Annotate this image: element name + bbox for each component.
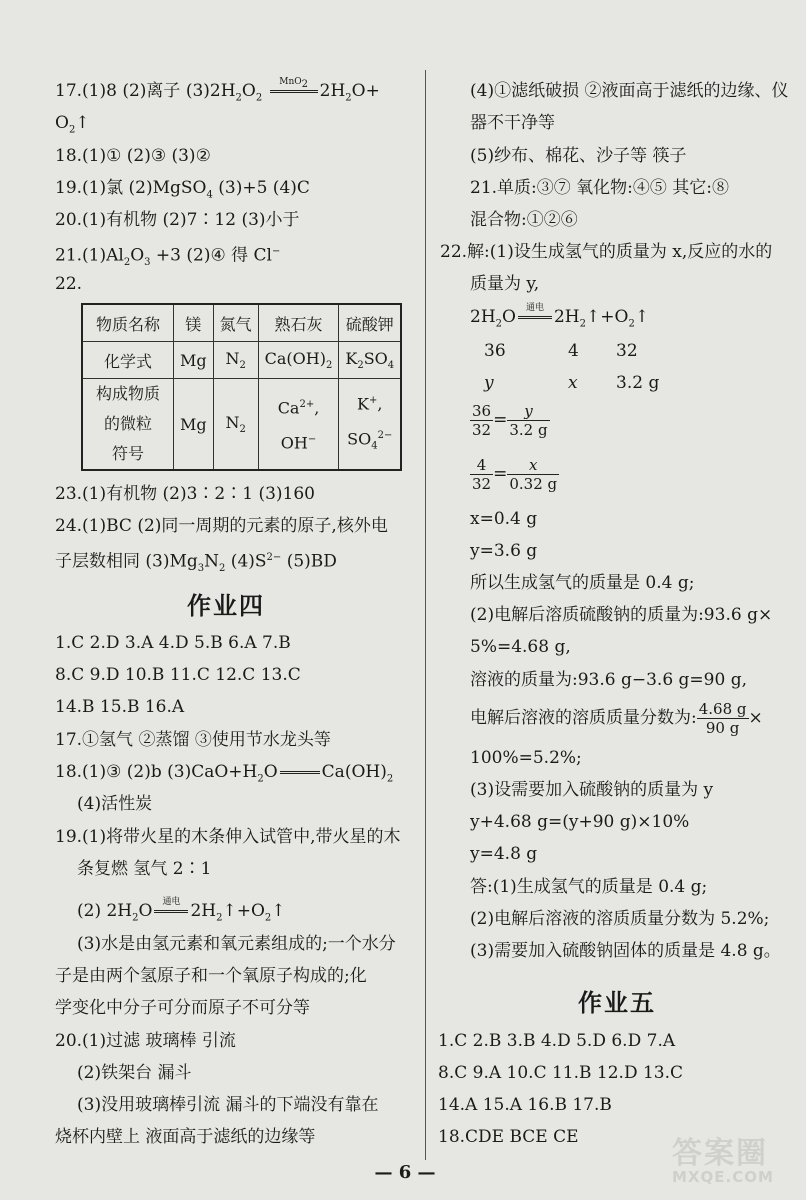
mass-32: 32	[616, 341, 638, 361]
r-answer-22-line1: 22.解:(1)设生成氢气的质量为 x,反应的水的	[440, 242, 773, 262]
sup: −	[307, 434, 317, 445]
sup: 2−	[377, 430, 393, 442]
text: 的微粒	[103, 414, 152, 433]
text: +3 (2)④ 得 Cl	[150, 245, 272, 266]
text: ↑+O	[222, 901, 265, 921]
answer-19-line5: 子是由两个氢原子和一个氧原子构成的;化	[55, 966, 367, 986]
column-divider	[425, 70, 426, 1160]
text: 2H	[470, 307, 496, 327]
section-title-5: 作业五	[578, 989, 656, 1017]
result-x: x=0.4 g	[470, 509, 538, 529]
cell-k2so4	[339, 342, 401, 379]
substance-table	[81, 303, 402, 471]
answer-19-line3: (2) $2H_2O$ 通电 $2H_2↑+O_2↑$	[77, 897, 286, 924]
text: 符号	[111, 444, 144, 463]
text: 2H	[190, 901, 217, 921]
row-formula-label: 化学式	[82, 342, 174, 379]
text: N	[225, 348, 240, 368]
text: ↑	[634, 307, 650, 327]
answer-18-line1: 18.(1)③ (2)b $(3)CaO+H_2O$ $Ca(OH)_2$	[55, 762, 394, 785]
r-line-s2: (2)电解后溶质硫酸钠的质量为:93.6 g×	[470, 605, 773, 625]
header-caoh2: 熟石灰	[258, 304, 339, 342]
text: 21.(1)Al	[55, 245, 124, 266]
mass-4: 4	[568, 341, 579, 361]
text: K	[345, 348, 358, 368]
r-answer-21a: 21.单质:③⑦ 氧化物:④⑤ 其它:⑧	[470, 178, 730, 198]
choice-row-1: 1.C 2.D 3.A 4.D 5.B 6.A 7.B	[55, 633, 291, 653]
text: N	[204, 551, 220, 572]
r-line-s3: 5%=4.68 g,	[470, 637, 571, 657]
r-line-s7: (3)设需要加入硫酸钠的质量为 y	[470, 780, 714, 800]
answer-19-line6: 学变化中分子可分而原子不可分等	[55, 998, 310, 1018]
sub: 4	[387, 360, 395, 372]
text: 19.(1)氯 (2)MgSO	[55, 178, 207, 198]
watermark-bottom: MXQE.COM	[672, 1168, 774, 1186]
watermark-logo	[672, 1128, 800, 1188]
text: SO	[347, 429, 372, 449]
r-line-s8: y+4.68 g=(y+90 g)×10%	[470, 812, 690, 832]
text: (4)S	[225, 551, 267, 572]
choice-row-5-1: 1.C 2.B 3.B 4.D 5.D 6.D 7.A	[438, 1031, 676, 1051]
answer-18-line2: (4)活性炭	[77, 794, 153, 814]
answer-21: $21.(1)Al_2O_3 +3$ (2)④ 得 Cl−	[55, 245, 281, 269]
var-y: y	[484, 373, 494, 393]
text: Ca(OH)	[321, 762, 387, 782]
text: Ca(OH)	[264, 348, 326, 368]
answer-24-line2: 子层数相同 $(3)Mg_3N_2$ $(4)S^{2-}$ (5)BD	[55, 551, 337, 575]
choice-row-3: 14.B 15.B 16.A	[55, 697, 185, 717]
r-answer-21b: 混合物:①②⑥	[470, 210, 578, 230]
header-mg: 镁	[174, 304, 214, 342]
equation-electrolysis: $2H_2O$ 通电 $2H_2↑+O_2↑$	[470, 303, 650, 330]
cell-n2	[213, 342, 258, 379]
text: 子层数相同 (3)Mg	[55, 551, 198, 572]
choice-row-5-3: 14.A 15.A 16.B 17.B	[438, 1095, 612, 1115]
proportion-1: $\frac{36}{32}$ = $\frac{y}{3.2 g}$	[472, 402, 548, 439]
r-line-2: 器不干净等	[470, 113, 555, 133]
answer-20-line2: (2)铁架台 漏斗	[77, 1063, 192, 1083]
answer-24-line1: 24.(1)BC (2)同一周期的元素的原子,核外电	[55, 516, 388, 536]
reaction-arrow: 通电	[152, 900, 190, 922]
text: 构成物质	[95, 384, 160, 403]
sub: 4	[371, 440, 378, 452]
text: O+	[351, 81, 380, 101]
header-name: 物质名称	[82, 304, 174, 342]
reaction-arrow: 通电	[516, 306, 554, 328]
catalyst: MnO	[279, 77, 302, 87]
choice-row-5-2: 8.C 9.A 10.C 11.B 12.D 13.C	[438, 1063, 684, 1083]
equals-sign	[278, 761, 322, 783]
sub: 2	[325, 360, 333, 372]
var-x: x	[568, 373, 578, 393]
answer-23: 23.(1)有机物 (2)3∶2∶1 (3)160	[55, 484, 315, 504]
row-particle-label	[82, 379, 174, 471]
text: 2H	[319, 81, 346, 101]
r-line-s10: 答:(1)生成氢气的质量是 0.4 g;	[470, 877, 708, 897]
text: 17.(1)8 (2)离子 (3)2H	[55, 81, 236, 101]
r-line-s6: 100%=5.2%;	[470, 748, 582, 768]
text: O	[263, 762, 278, 782]
r-line-s9: y=4.8 g	[470, 844, 538, 864]
text: O	[241, 81, 256, 101]
r-line-s4: 溶液的质量为:93.6 g−3.6 g=90 g,	[470, 670, 747, 690]
sup: 2+	[299, 398, 315, 410]
cell-particle-caoh2: $Ca^{2+}$, OH−	[258, 379, 339, 471]
r-answer-22-line2: 质量为 y,	[470, 274, 540, 294]
sub: 2	[357, 360, 364, 372]
section-title-4: 作业四	[187, 592, 265, 620]
answer-22-label: 22.	[55, 274, 83, 294]
text: O	[138, 901, 153, 921]
answer-18: 18.(1)① (2)③ (3)②	[55, 146, 211, 166]
answer-17: 17.①氢气 ②蒸馏 ③使用节水龙头等	[55, 730, 331, 750]
superscript: −	[271, 246, 281, 257]
text: Ca	[277, 398, 300, 417]
text: O	[502, 307, 516, 327]
r-line-1: (4)①滤纸破损 ②液面高于滤纸的边缘、仪	[470, 81, 789, 101]
watermark-top: 答案圈	[672, 1136, 768, 1171]
value-3-2g: 3.2 g	[616, 373, 660, 393]
page-number: — 6 —	[374, 1162, 436, 1183]
choice-row-5-4: 18.CDE BCE CE	[438, 1127, 579, 1147]
answer-20-line3: (3)没用玻璃棒引流 漏斗的下端没有靠在	[77, 1095, 379, 1115]
r-line-3: (5)纱布、棉花、沙子等 筷子	[470, 146, 687, 166]
result-y: y=3.6 g	[470, 541, 538, 561]
header-n2: 氮气	[213, 304, 258, 342]
choice-row-2: 8.C 9.D 10.B 11.C 12.C 13.C	[55, 665, 301, 685]
proportion-2: $\frac{4}{32}$ = $\frac{x}{0.32 g}$	[472, 456, 558, 493]
header-k2so4: 硫酸钾	[339, 304, 401, 342]
text: 电解后溶液的溶质质量分数为:	[470, 708, 697, 728]
answer-20-line4: 烧杯内壁上 液面高于滤纸的边缘等	[55, 1127, 316, 1147]
answer-20: 20.(1)有机物 (2)7∶12 (3)小于	[55, 210, 300, 230]
sub: 2	[239, 424, 246, 436]
answer-19: 19.(1)氯 (2)MgSO$_4$ (3)+5 (4)C	[55, 178, 310, 201]
r-line-s12: (3)需要加入硫酸钠固体的质量是 4.8 g。	[470, 941, 781, 961]
cell-particle-k2so4: K+, $SO_4^{2-}$	[339, 379, 401, 471]
text: N	[225, 412, 240, 432]
mass-36: 36	[484, 341, 506, 361]
answer-19-line4: (3)水是由氢元素和氧元素组成的;一个水分	[77, 934, 396, 954]
text: ×	[748, 708, 763, 728]
text: (2) 2H	[77, 901, 133, 921]
r-line-s5: 电解后溶液的溶质质量分数为: $\frac{4.68 g}{90 g}$ ×	[470, 700, 763, 737]
cell-mg: Mg	[174, 342, 214, 379]
text: 2H	[553, 307, 580, 327]
cell-caoh2	[258, 342, 339, 379]
text: K	[357, 394, 369, 414]
text: (5)BD	[281, 551, 337, 572]
r-line-s11: (2)电解后溶液的溶质质量分数为 5.2%;	[470, 909, 770, 929]
answer-19-line1: 19.(1)将带火星的木条伸入试管中,带火星的木	[55, 827, 401, 847]
text: OH	[280, 433, 308, 453]
text: O	[130, 245, 145, 266]
text: 18.(1)③ (2)b (3)CaO+H	[55, 762, 258, 782]
answer-19-line2: 条复燃 氢气 2∶1	[77, 859, 212, 879]
text: SO	[363, 348, 388, 368]
text: ↑	[75, 113, 90, 133]
r-line-s1: 所以生成氢气的质量是 0.4 g;	[470, 573, 695, 593]
text: (3)+5 (4)C	[212, 178, 310, 198]
cell-particle-n2	[213, 379, 258, 471]
answer-17-line1: 17.(1)8 (2)离子 $(3)2H_2O_2$ MnO$_2$ $2H_2O+$	[55, 77, 380, 104]
answer-20-line1: 20.(1)过滤 玻璃棒 引流	[55, 1031, 236, 1051]
cell-particle-mg: Mg	[174, 379, 214, 471]
text: ↑+O	[586, 307, 629, 327]
text: O	[55, 113, 69, 133]
reaction-arrow: MnO$_2$	[268, 80, 320, 102]
sub: 2	[239, 360, 246, 372]
sup: +	[368, 395, 378, 407]
answer-17-line2: $O_2↑$	[55, 113, 90, 136]
text: ↑	[271, 901, 286, 921]
